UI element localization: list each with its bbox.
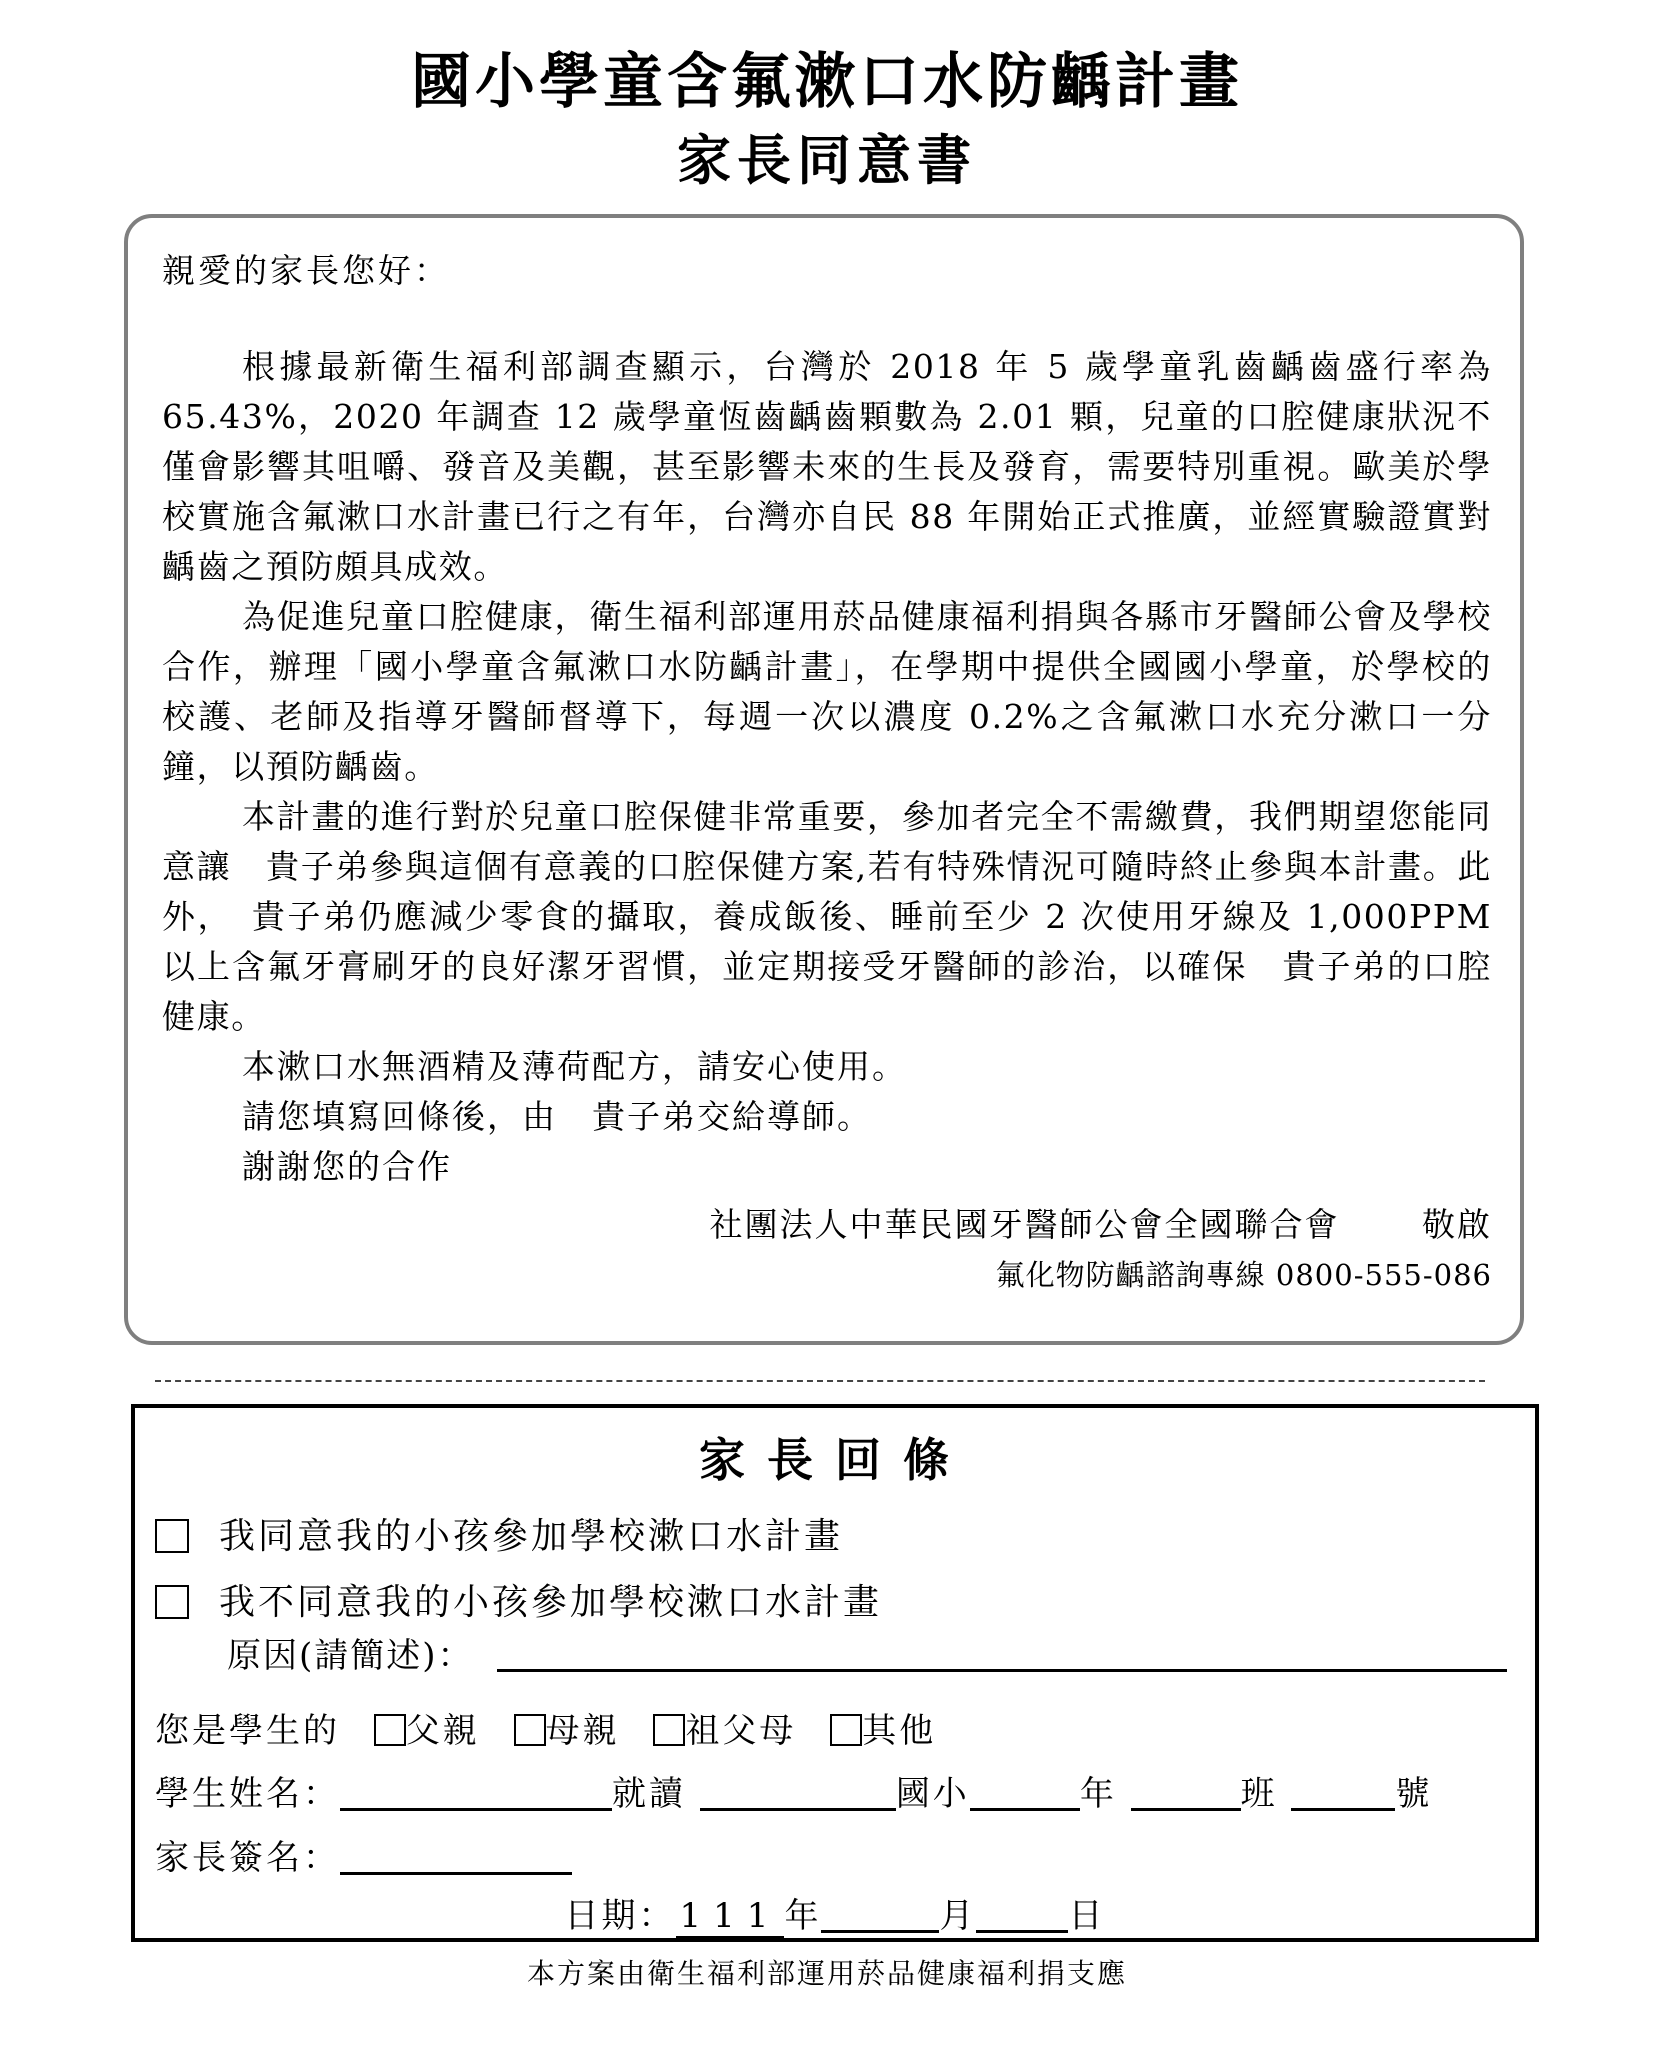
grade-field[interactable] [970,1774,1080,1811]
letter-paragraph-3: 本計畫的進行對於兒童口腔保健非常重要，參加者完全不需繳費，我們期望您能同意讓 貴子弟參與這個有意義的口腔保健方案,若有特殊情況可隨時終止參與本計畫。此外， 貴子弟仍應減少零食的攝取，養成飯後、睡前至少 2 次使用牙線及 1,000PPM 以上含氟牙膏刷牙的良好潔牙習慣，並定期接受牙醫師的診治，以確保 貴子弟的口腔健康。 [162,797,1492,1036]
letter-note-3: 謝謝您的合作 [242,1147,452,1186]
father-checkbox[interactable] [374,1714,406,1746]
other-checkbox[interactable] [830,1714,862,1746]
year-label: 年 [1079,1774,1117,1814]
seat-number-field[interactable] [1291,1774,1395,1811]
date-label: 日期： [564,1896,676,1936]
reply-title: 家長回條 [699,1433,971,1487]
school-label: 就讀 [612,1774,686,1814]
letter-note-1: 本漱口水無酒精及薄荷配方，請安心使用。 [242,1047,907,1086]
letter-paragraph-1: 根據最新衛生福利部調查顯示，台灣於 2018 年 5 歲學童乳齒齲齒盛行率為 65.43%，2020 年調查 12 歲學童恆齒齲齒顆數為 2.01 顆，兒童的口腔健康狀況不僅會影響其咀嚼、發音及美觀，甚至影響未來的生長及發育，需要特別重視。歐美於學校實施含氟漱口水計畫已行之有年，台灣亦自民 88 年開始正式推廣，並經實驗證實對齲齒之預防頗具成效。 [162,347,1492,586]
relation-label: 您是學生的 [155,1711,340,1751]
class-label: 班 [1240,1774,1278,1814]
cut-line-divider [155,1380,1485,1382]
agree-option [155,1508,843,1559]
letter-body [162,246,1492,1300]
page-subtitle: 家長同意書 [677,128,977,192]
date-row [135,1888,1535,1939]
school-field[interactable] [700,1774,896,1811]
letter-greeting: 親愛的家長您好： [162,251,450,290]
parent-sign-field[interactable] [340,1838,572,1875]
letter-note-2: 請您填寫回條後，由 貴子弟交給導師。 [242,1097,872,1136]
grandparent-checkbox[interactable] [653,1714,685,1746]
mother-label: 母親 [545,1711,620,1751]
funding-note: 本方案由衛生福利部運用菸品健康福利捐支應 [526,1957,1127,1990]
student-name-label: 學生姓名： [155,1774,340,1814]
date-month-field[interactable] [821,1896,939,1933]
date-month-unit: 月 [939,1896,977,1936]
parent-sign-label: 家長簽名： [155,1838,340,1878]
signature-org: 社團法人中華民國牙醫師公會全國聯合會 [709,1205,1340,1244]
letter-box [124,214,1524,1345]
date-year-field[interactable]: 111 [676,1896,785,1939]
grandparent-label: 祖父母 [685,1711,797,1751]
agree-label: 我同意我的小孩參加學校漱口水計畫 [219,1516,844,1557]
relation-row [155,1703,936,1752]
reply-slip [131,1404,1539,1942]
number-label: 號 [1395,1774,1433,1814]
date-day-unit: 日 [1068,1896,1106,1936]
letter-signature [162,1200,1492,1250]
father-label: 父親 [405,1711,480,1751]
student-info-row [155,1766,1432,1815]
disagree-checkbox[interactable] [155,1585,189,1619]
school-suffix: 國小 [895,1774,970,1814]
page-title: 國小學童含氟漱口水防齲計畫 [411,47,1243,117]
date-day-field[interactable] [976,1896,1068,1933]
disagree-label: 我不同意我的小孩參加學校漱口水計畫 [219,1582,883,1623]
mother-checkbox[interactable] [514,1714,546,1746]
agree-checkbox[interactable] [155,1519,189,1553]
parent-sign-row [155,1830,572,1879]
date-year-unit: 年 [784,1896,822,1936]
reason-field[interactable] [497,1669,1507,1672]
letter-paragraph-2: 為促進兒童口腔健康，衛生福利部運用菸品健康福利捐與各縣市牙醫師公會及學校合作，辦理「國小學童含氟漱口水防齲計畫」，在學期中提供全國國小學童，於學校的校護、老師及指導牙醫師督導下，每週一次以濃度 0.2%之含氟漱口水充分漱口一分鐘，以預防齲齒。 [162,597,1492,786]
other-label: 其他 [862,1711,937,1751]
hotline: 氟化物防齲諮詢專線 0800-555-086 [995,1258,1492,1292]
signature-closing: 敬啟 [1422,1205,1492,1244]
student-name-field[interactable] [340,1774,612,1811]
disagree-option [155,1574,882,1625]
class-field[interactable] [1131,1774,1241,1811]
reason-label: 原因(請簡述)： [227,1636,474,1676]
